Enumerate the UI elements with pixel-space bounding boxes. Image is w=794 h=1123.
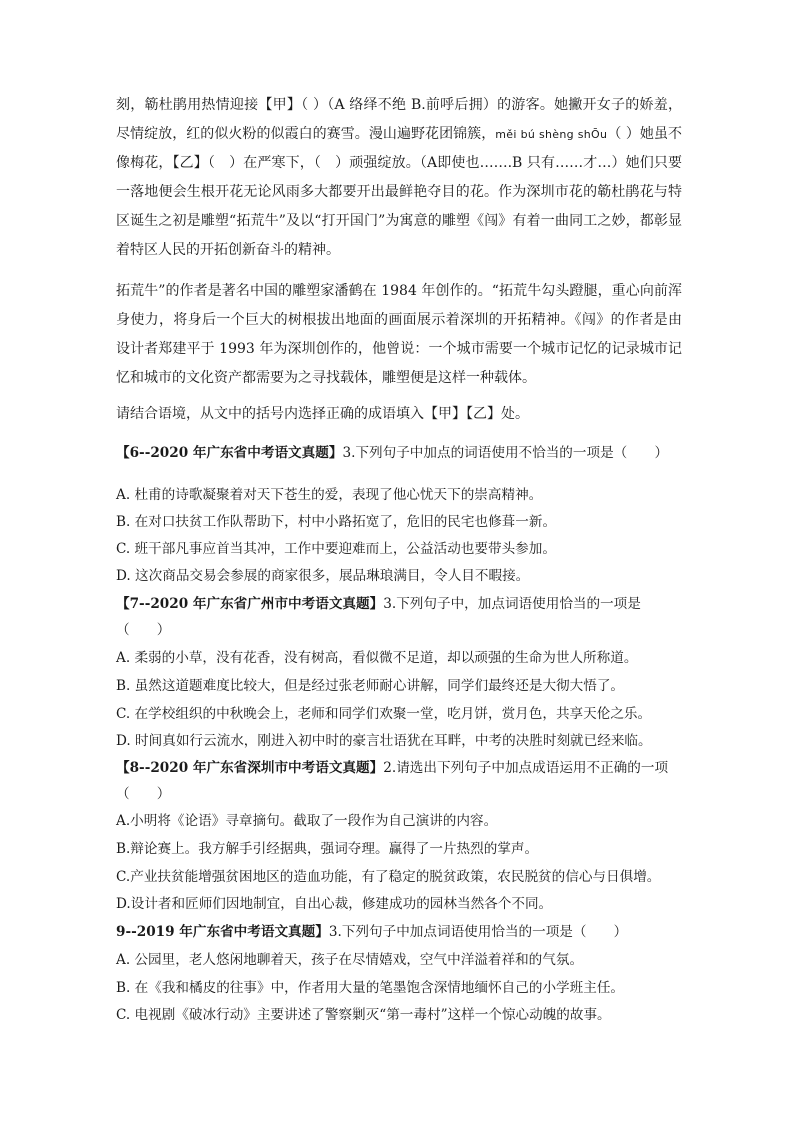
question-source: 【8--2020 年广东省深圳市中考语文真题】	[116, 760, 384, 776]
passage-text: 刻，簕杜鹃用热情迎接【甲】（ ）（A 络绎不绝 B.前呼后拥）的游客。她撇开女子的娇羞，尽情绽放，红的似火粉的似霞白的赛雪。漫山遍野花团锦簇，	[116, 97, 682, 142]
question-7-stem	[116, 594, 696, 614]
option-item: B.辩论赛上。我方解手引经据典，强词夺理。赢得了一片热烈的掌声。	[116, 841, 539, 857]
passage-paragraph-1	[116, 91, 682, 265]
option-item: A. 公园里，老人悠闲地聊着天，孩子在尽情嬉戏，空气中洋溢着祥和的气氛。	[116, 952, 584, 968]
question-8-stem	[116, 758, 696, 778]
option-item: A.小明将《论语》寻章摘句。截取了一段作为自己演讲的内容。	[116, 813, 498, 829]
option-item: B. 在《我和橘皮的往事》中，作者用大量的笔墨饱含深情地缅怀自己的小学班主任。	[116, 980, 625, 996]
answer-blank: （ ）	[116, 622, 171, 638]
option-item: C.产业扶贫能增强贫困地区的造血功能，有了稳定的脱贫政策，农民脱贫的信心与日俱增。	[116, 869, 661, 885]
option-item: B. 虽然这道题难度比较大，但是经过张老师耐心讲解，同学们最终还是大彻大悟了。	[116, 678, 625, 694]
option-item: C. 电视剧《破冰行动》主要讲述了警察剿灭“第一毒村”这样一个惊心动魄的故事。	[116, 1007, 611, 1023]
question-source: 【7--2020 年广东省广州市中考语文真题】	[116, 596, 384, 612]
option-item: B. 在对口扶贫工作队帮助下，村中小路拓宽了，危旧的民宅也修葺一新。	[116, 514, 557, 530]
option-item: A. 柔弱的小草，没有花香，没有树高，看似微不足道，却以顽强的生命为世人所称道。	[116, 650, 638, 666]
answer-blank: （ ）	[116, 786, 171, 802]
question-text: 3.下列句子中加点的词语使用不恰当的一项是（ ）	[342, 445, 669, 461]
question-text: 3.下列句子中加点词语使用恰当的一项是（ ）	[328, 924, 628, 940]
option-item: D. 这次商品交易会参展的商家很多，展品琳琅满目，令人目不暇接。	[116, 568, 530, 584]
option-item: A. 杜甫的诗歌凝聚着对天下苍生的爱，表现了他心忧天下的崇高精神。	[116, 487, 543, 503]
option-item: C. 班干部凡事应首当其冲，工作中要迎难而上，公益活动也要带头参加。	[116, 541, 556, 557]
question-text: 3.下列句子中，加点词语使用恰当的一项是	[383, 596, 641, 612]
instruction-text: 请结合语境，从文中的括号内选择正确的成语填入【甲】【乙】处。	[116, 406, 529, 422]
question-source: 【6--2020 年广东省中考语文真题】	[116, 445, 343, 461]
passage-paragraph-2: 拓荒牛”的作者是著名中国的雕塑家潘鹤在 1984 年创作的。“拓荒牛勾头蹬腿，重心向前浑身使力，将身后一个巨大的树根拔出地面的画面展示着深圳的开拓精神。《闯》的作者是由设计者郑建平于 1993 年为深圳创作的，他曾说：一个城市需要一个城市记忆的记录城市记忆和城市的文化资产都需要为之寻找载体，雕塑便是这样一种载体。	[116, 283, 682, 386]
pinyin-text: měi bú shèng shŌu	[495, 128, 608, 141]
question-source: 9--2019 年广东省中考语文真题】	[116, 924, 329, 940]
option-item: D. 时间真如行云流水，刚进入初中时的豪言壮语犹在耳畔，中考的决胜时刻就已经来临。	[116, 733, 652, 749]
passage-text: （ ）她虽不像梅花，【乙】（ ）在严寒下，（ ）顽强绽放。（A即使也…….B 只有……才…）她们只要一落地便会生根开花无论风雨多大都要开出最鲜艳夺目的花。作为深圳市花的簕杜鹃花与特区诞生之初是雕塑“拓荒牛”及以“打开国门”为寓意的雕塑《闯》有着一曲同工之妙，都彰显着特区人民的开拓创新奋斗的精神。	[116, 126, 682, 258]
question-9-stem	[116, 922, 696, 942]
option-item: D.设计者和匠师们因地制宜，自出心裁，修建成功的园林当然各个不同。	[116, 896, 553, 912]
option-item: C. 在学校组织的中秋晚会上，老师和同学们欢聚一堂，吃月饼，赏月色，共享天伦之乐。	[116, 706, 652, 722]
question-6-stem	[116, 443, 696, 463]
question-text: 2.请选出下列句子中加点成语运用不正确的一项	[383, 760, 669, 776]
